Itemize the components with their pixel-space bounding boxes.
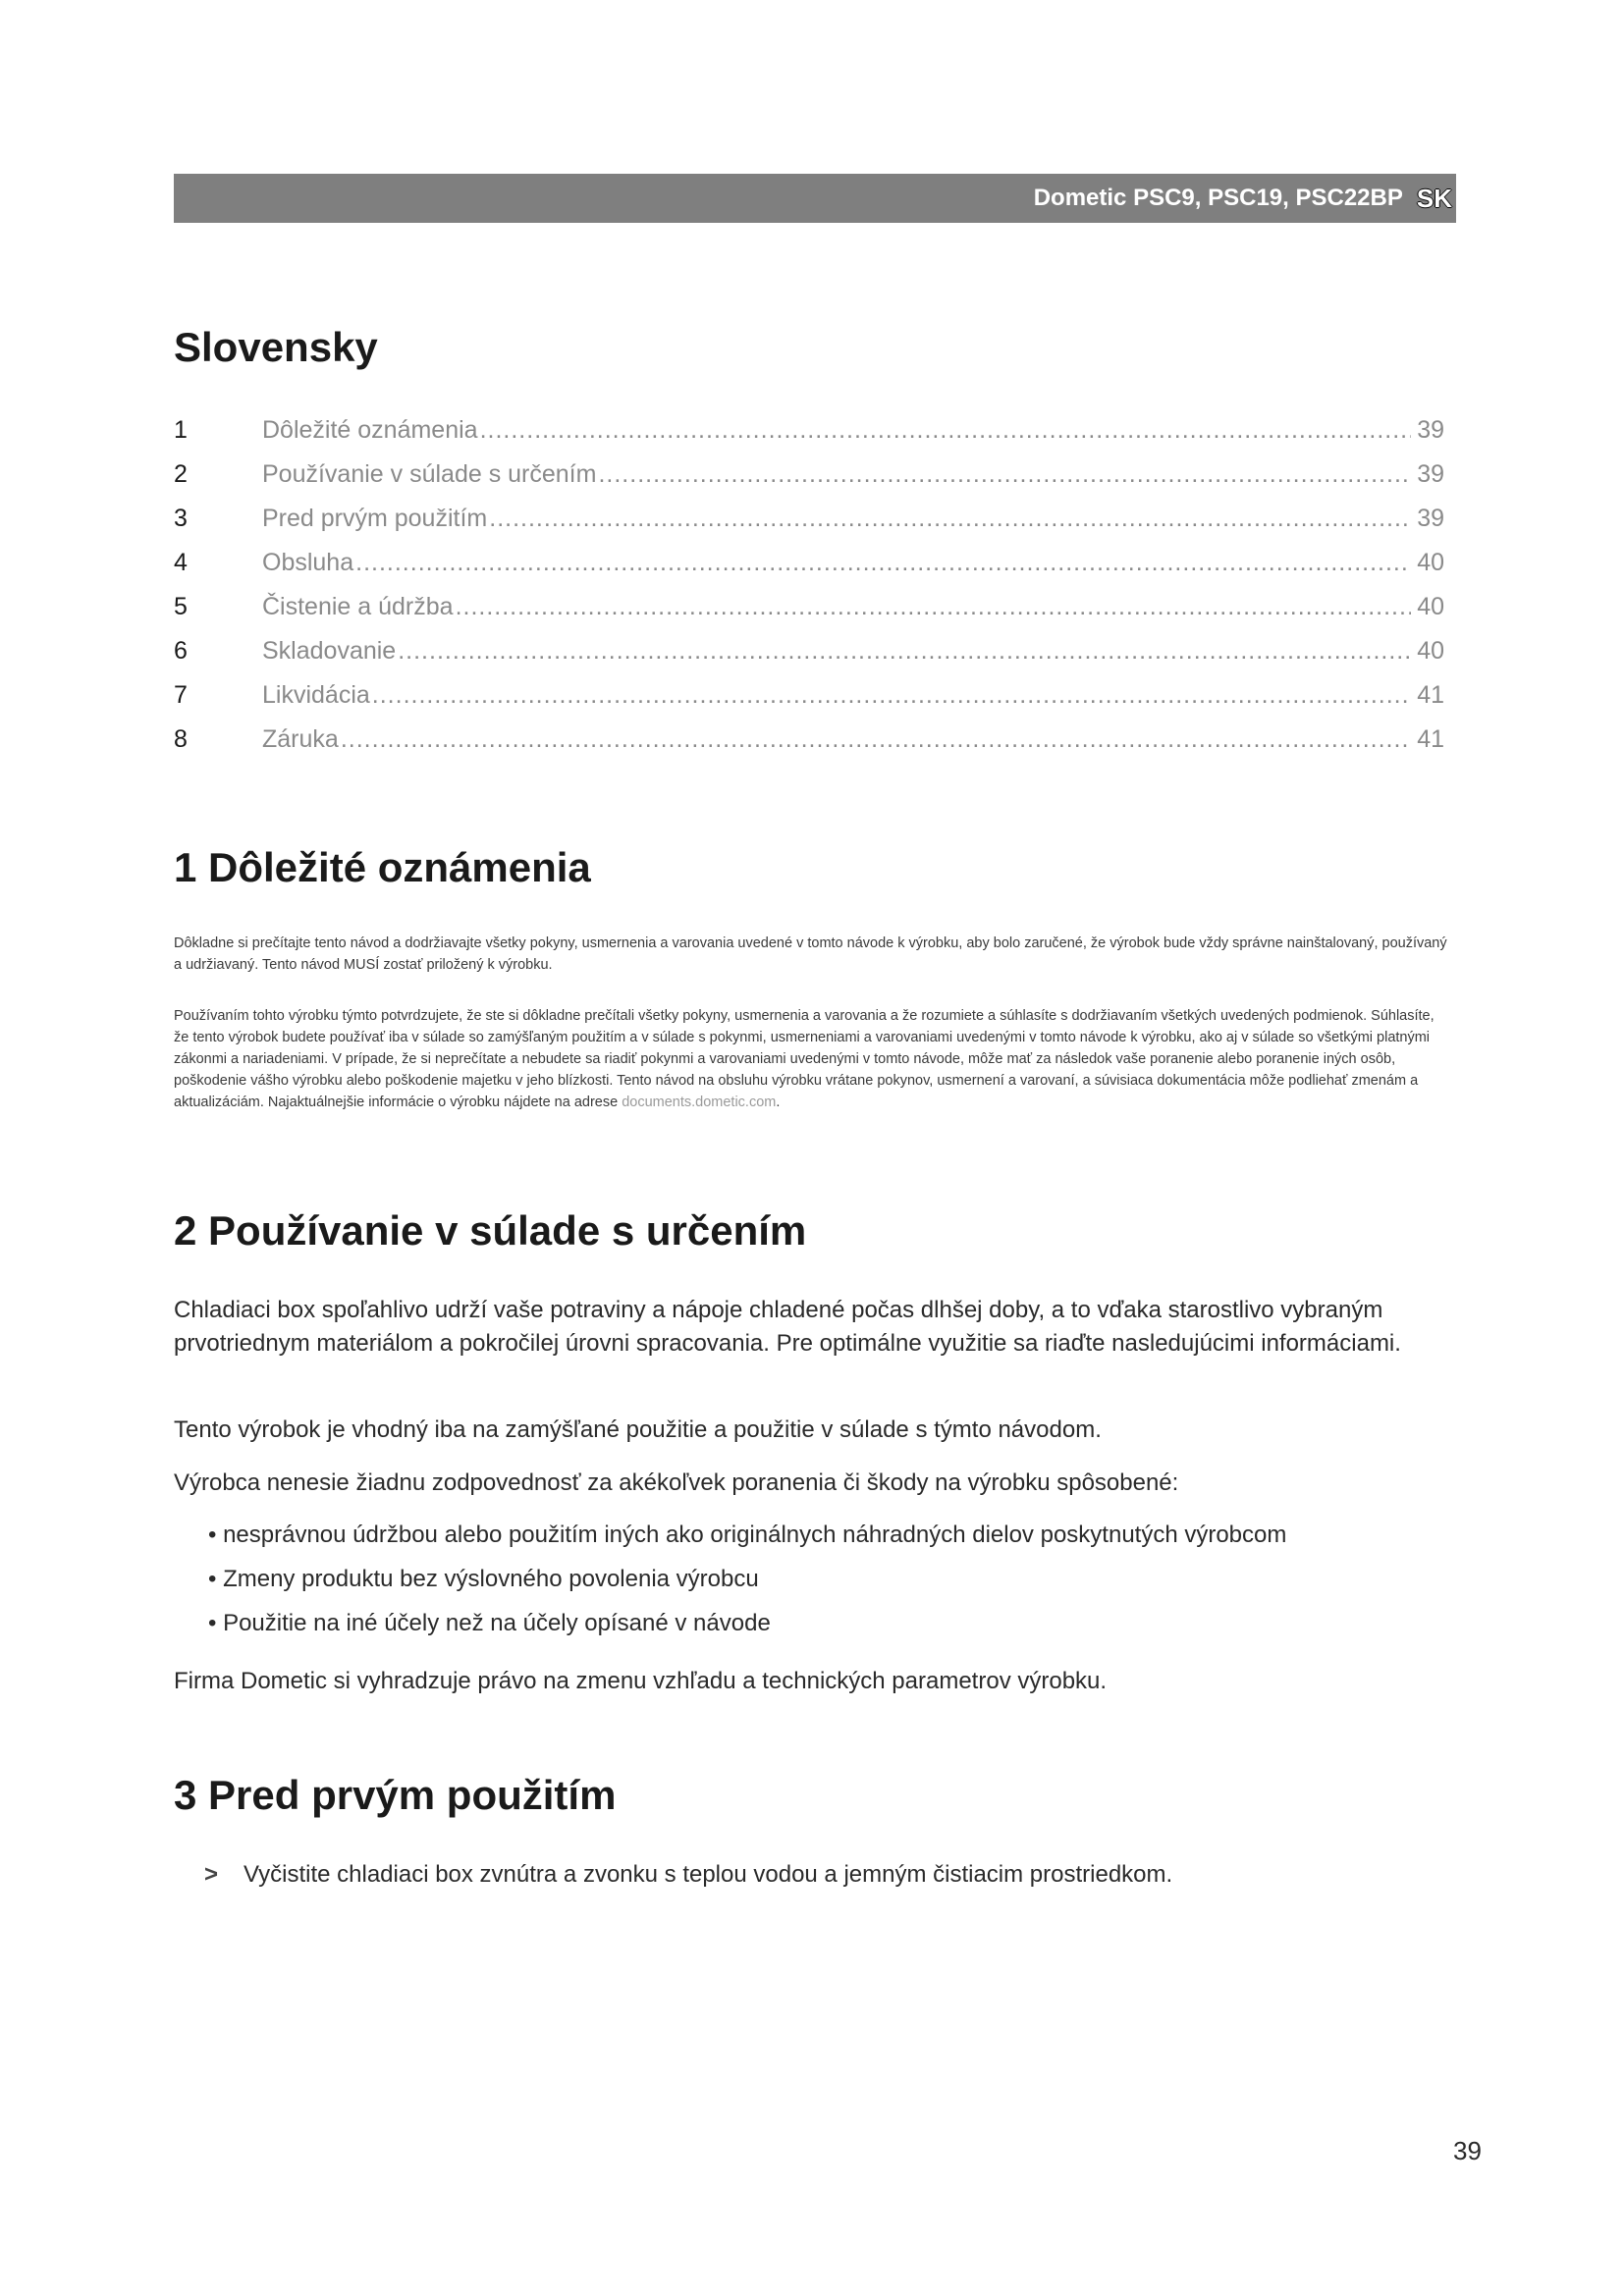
toc-leader-dots: [489, 505, 1411, 533]
intended-use-paragraph: Výrobca nenesie žiadnu zodpovednosť za akékoľvek poranenia či škody na výrobku spôsobené:: [174, 1469, 1179, 1496]
toc-leader-dots: [372, 681, 1411, 710]
notice-paragraph: [174, 1005, 1450, 1113]
toc-title: Používanie v súlade s určením: [262, 460, 597, 488]
toc-page: 39: [1417, 460, 1444, 488]
toc-title: Čistenie a údržba: [262, 593, 454, 620]
table-of-contents: [174, 416, 1450, 770]
intended-use-paragraph: Firma Dometic si vyhradzuje právo na zmenu vzhľadu a technických parametrov výrobku.: [174, 1668, 1108, 1694]
toc-title: Skladovanie: [262, 637, 397, 665]
toc-title: Dôležité oznámenia: [262, 416, 478, 444]
toc-page: 40: [1417, 637, 1444, 665]
toc-page: 40: [1417, 593, 1444, 620]
header-bar: [174, 174, 1456, 223]
toc-leader-dots: [398, 637, 1411, 666]
toc-item[interactable]: [174, 725, 1450, 770]
toc-number: 4: [174, 549, 188, 576]
toc-number: 6: [174, 637, 188, 665]
step-arrow-icon: >: [204, 1861, 219, 1888]
language-code: SK: [1416, 183, 1452, 213]
toc-item[interactable]: [174, 593, 1450, 637]
step-text: Vyčistite chladiaci box zvnútra a zvonku s teplou vodou a jemným čistiacim prostriedkom.: [244, 1861, 1173, 1888]
header-title: Dometic PSC9, PSC19, PSC22BP: [1033, 185, 1403, 211]
liability-list: [208, 1522, 1286, 1654]
toc-number: 2: [174, 460, 188, 488]
notice-paragraph: Dôkladne si prečítajte tento návod a dodržiavajte všetky pokyny, usmernenia a varovania uvedené v tomto návode k výrobku, aby bolo zaručené, že výrobok bude vždy správne nainštalovaný, používaný a udržiavaný. Tento návod MUSÍ zostať priložený k výrobku.: [174, 935, 1447, 973]
toc-number: 1: [174, 416, 188, 444]
toc-item[interactable]: [174, 505, 1450, 549]
toc-number: 3: [174, 505, 188, 532]
notice-paragraph-text: Používaním tohto výrobku týmto potvrdzujete, že ste si dôkladne prečítali všetky pokyny, usmernenia a varovania a že rozumiete a súhlasíte s dodržiavaním všetkých uvedených podmienok. Súhlasíte, že tento výrobok budete používať iba v súlade so zamýšľaným použitím a v súlade s pokynmi, usmerneniami a varovaniami uvedenými v tomto návode k výrobku, ako aj v súlade so všetkými platnými zákonmi a nariadeniami. V prípade, že si neprečítate a nebudete sa riadiť pokynmi a varovaniami uvedenými v tomto návode, môže mať za následok vaše poranenie alebo poranenie iných osôb, poškodenie vášho výrobku alebo poškodenie majetku v jeho blízkosti. Tento návod na obsluhu výrobku vrátane pokynov, usmernení a varovaní, a súvisiaca dokumentácia môže podliehať zmenám a aktualizáciám. Najaktuálnejšie informácie o výrobku nájdete na adrese: [174, 1008, 1435, 1110]
toc-number: 8: [174, 725, 188, 753]
intended-use-paragraph: Tento výrobok je vhodný iba na zamýšľané použitie a použitie v súlade s týmto návodom.: [174, 1416, 1102, 1443]
toc-title: Likvidácia: [262, 681, 370, 709]
instruction-step: [204, 1861, 1172, 1889]
section-heading-intended-use: 2 Používanie v súlade s určením: [174, 1207, 807, 1254]
toc-title: Pred prvým použitím: [262, 505, 488, 532]
section-heading-before-first-use: 3 Pred prvým použitím: [174, 1772, 617, 1818]
toc-leader-dots: [598, 460, 1411, 489]
intended-use-paragraph: Chladiaci box spoľahlivo udrží vaše potraviny a nápoje chladené počas dlhšej doby, a to vďaka starostlivo vybraným prvotriednym materiálom a pokročilej úrovni spracovania. Pre optimálne využitie sa riaďte nasledujúcimi informáciami.: [174, 1297, 1401, 1357]
toc-leader-dots: [456, 593, 1411, 621]
toc-leader-dots: [480, 416, 1411, 445]
documents-link[interactable]: documents.dometic.com: [622, 1095, 777, 1110]
toc-page: 41: [1417, 681, 1444, 709]
notice-paragraph-end: .: [776, 1095, 781, 1110]
toc-item[interactable]: [174, 681, 1450, 725]
list-item: • Použitie na iné účely než na účely opísané v návode: [208, 1610, 1286, 1654]
toc-title: Záruka: [262, 725, 339, 753]
page-title: Slovensky: [174, 324, 378, 370]
toc-item[interactable]: [174, 549, 1450, 593]
toc-page: 39: [1417, 416, 1444, 444]
toc-page: 40: [1417, 549, 1444, 576]
toc-item[interactable]: [174, 637, 1450, 681]
toc-page: 41: [1417, 725, 1444, 753]
page-number: 39: [1453, 2136, 1482, 2165]
toc-page: 39: [1417, 505, 1444, 532]
section-heading-important-notices: 1 Dôležité oznámenia: [174, 844, 591, 890]
toc-title: Obsluha: [262, 549, 354, 576]
list-item: • nesprávnou údržbou alebo použitím iných ako originálnych náhradných dielov poskytnutých výrobcom: [208, 1522, 1286, 1566]
toc-item[interactable]: [174, 460, 1450, 505]
toc-item[interactable]: [174, 416, 1450, 460]
list-item: • Zmeny produktu bez výslovného povolenia výrobcu: [208, 1566, 1286, 1610]
toc-number: 5: [174, 593, 188, 620]
toc-leader-dots: [355, 549, 1411, 577]
toc-number: 7: [174, 681, 188, 709]
toc-leader-dots: [341, 725, 1411, 754]
